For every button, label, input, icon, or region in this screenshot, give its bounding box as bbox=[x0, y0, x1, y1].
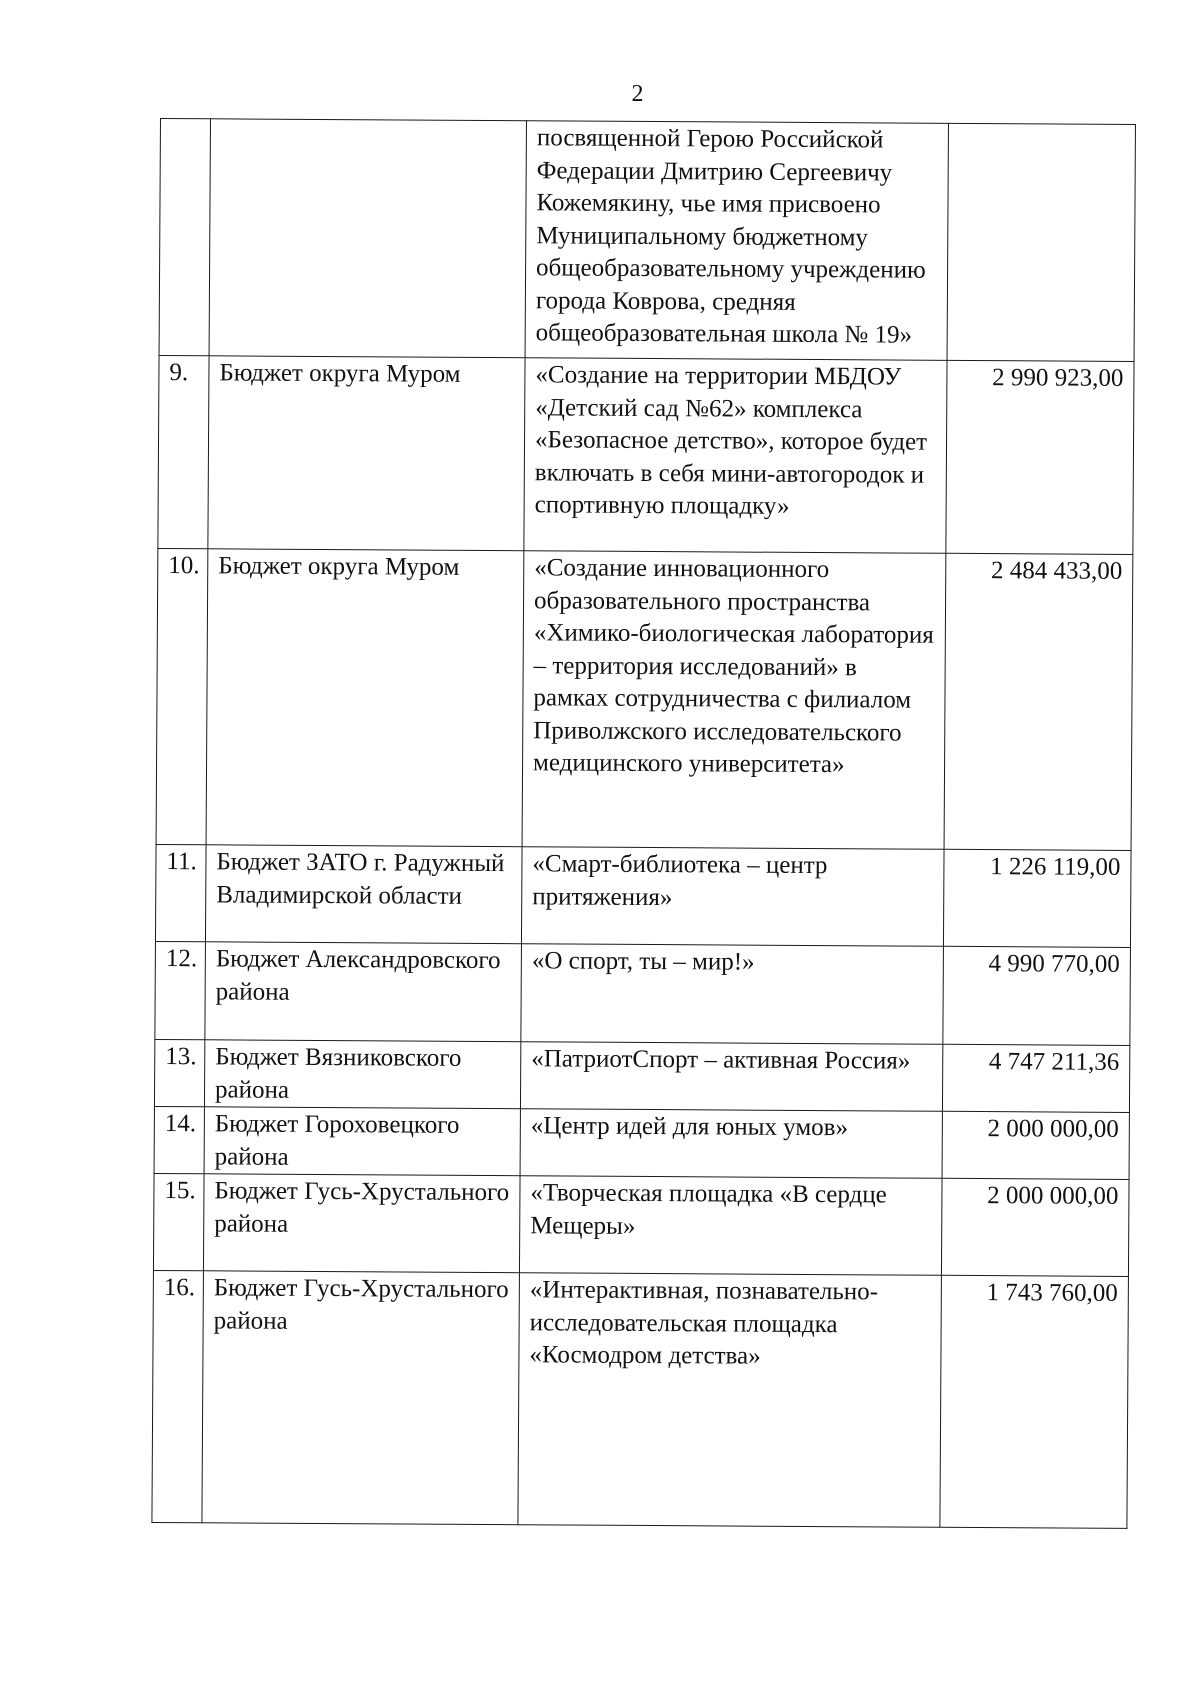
amount: 2 990 923,00 bbox=[946, 360, 1134, 554]
table-row bbox=[155, 941, 1131, 1045]
row-number: 12. bbox=[155, 941, 206, 1039]
project-name: «Создание инновационного образовательного пространства «Химико-биологическая лаборатория – территория исследований» в рамках сотрудничества с филиалом Приволжского исследовательского медицинского университета» bbox=[522, 551, 946, 850]
amount bbox=[947, 123, 1135, 361]
project-name: «Смарт-библиотека – центр притяжения» bbox=[521, 847, 944, 947]
project-name: «Творческая площадка «В сердце Мещеры» bbox=[519, 1176, 942, 1276]
budget-name: Бюджет Гусь-Хрустального района bbox=[202, 1271, 520, 1525]
amount: 1 226 119,00 bbox=[943, 849, 1131, 947]
amount: 2 484 433,00 bbox=[944, 553, 1133, 850]
table-row bbox=[153, 1173, 1129, 1276]
budget-name: Бюджет Гороховецкого района bbox=[204, 1107, 520, 1176]
row-number: 14. bbox=[154, 1106, 204, 1173]
row-number: 11. bbox=[155, 844, 206, 941]
table-row bbox=[159, 119, 1135, 362]
budget-name bbox=[209, 119, 526, 358]
table-row bbox=[156, 548, 1133, 850]
table-row bbox=[154, 1039, 1129, 1112]
amount: 1 743 760,00 bbox=[940, 1275, 1129, 1528]
row-number: 15. bbox=[153, 1173, 204, 1270]
row-number: 16. bbox=[152, 1270, 204, 1522]
project-name: посвященной Герою Российской Федерации Дмитрию Сергеевичу Кожемякину, чье имя присвоено Муниципальному бюджетному общеобразовательному учреждению города Коврова, средняя общеобразовательная школа № 19» bbox=[525, 121, 948, 361]
project-name: «Интерактивная, познавательно-исследовательская площадка «Космодром детства» bbox=[518, 1273, 942, 1528]
budget-name: Бюджет Вязниковского района bbox=[204, 1040, 520, 1109]
table-row bbox=[158, 355, 1134, 554]
budget-name: Бюджет округа Муром bbox=[208, 356, 525, 551]
budget-name: Бюджет округа Муром bbox=[206, 549, 524, 847]
project-name: «О спорт, ты – мир!» bbox=[521, 944, 944, 1045]
amount: 2 000 000,00 bbox=[942, 1111, 1129, 1179]
amount: 2 000 000,00 bbox=[941, 1178, 1129, 1276]
page-number: 2 bbox=[631, 81, 644, 107]
amount: 4 990 770,00 bbox=[943, 946, 1131, 1045]
table-row bbox=[154, 1106, 1129, 1179]
project-name: «ПатриотСпорт – активная Россия» bbox=[520, 1042, 942, 1112]
amount: 4 747 211,36 bbox=[942, 1044, 1129, 1112]
row-number bbox=[159, 119, 210, 356]
table-row bbox=[155, 844, 1131, 947]
project-name: «Центр идей для юных умов» bbox=[520, 1109, 942, 1179]
budget-name: Бюджет Александровского района bbox=[205, 942, 522, 1042]
budget-allocation-table bbox=[151, 118, 1136, 1529]
budget-name: Бюджет ЗАТО г. Радужный Владимирской области bbox=[205, 845, 522, 944]
row-number: 13. bbox=[154, 1039, 204, 1106]
budget-name: Бюджет Гусь-Хрустального района bbox=[203, 1174, 520, 1273]
row-number: 10. bbox=[156, 548, 208, 844]
table-row bbox=[152, 1270, 1129, 1528]
row-number: 9. bbox=[158, 355, 209, 548]
project-name: «Создание на территории МБДОУ «Детский сад №62» комплекса «Безопасное детство», которое будет включать в себя мини-автогородок и спортивную площадку» bbox=[524, 358, 947, 554]
